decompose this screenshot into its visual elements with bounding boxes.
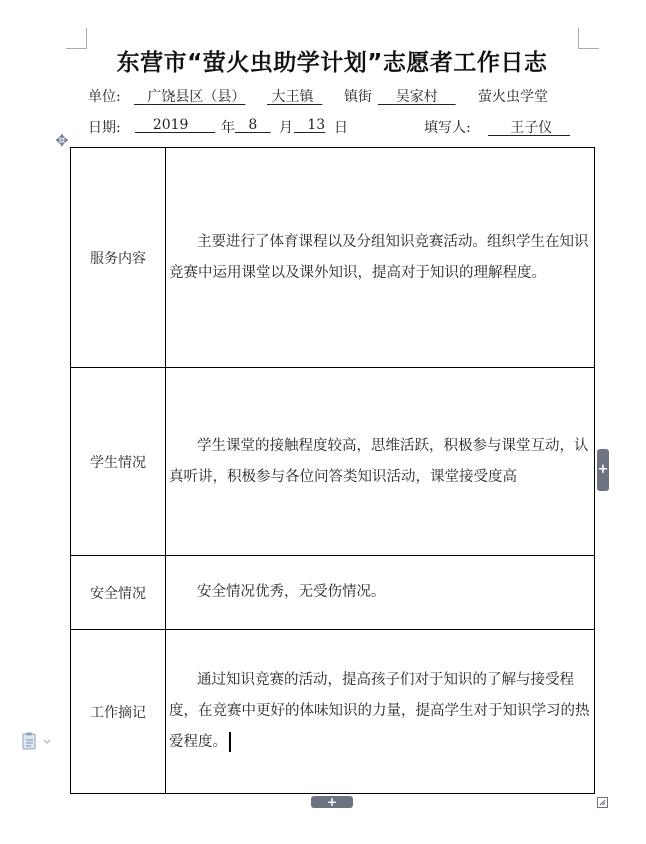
work-log-table [70, 147, 595, 794]
table-row [71, 148, 595, 368]
document-title: 东营市“萤火虫助学计划”志愿者工作日志 [116, 50, 548, 76]
day-field: 13 [307, 117, 326, 133]
safety-content-cell[interactable] [166, 556, 595, 630]
students-content-cell[interactable] [166, 368, 595, 556]
village-field: 吴家村 [395, 89, 438, 105]
paste-options-icon[interactable] [22, 732, 52, 752]
town-suffix: 镇街 [344, 89, 372, 105]
month-field: 8 [248, 117, 258, 133]
month-suffix: 月 [279, 120, 293, 136]
students-content-text: 学生课堂的接触程度较高，思维活跃，积极参与课堂互动，认真听讲，积极参与各位问答类知识活动，课堂接受度高 [169, 437, 589, 485]
classroom-name: 萤火虫学堂 [478, 89, 548, 105]
service-content-cell[interactable] [166, 148, 595, 368]
year-field: 2019 [152, 117, 189, 133]
notes-content-cell[interactable] [166, 630, 595, 794]
town-field: 大王镇 [271, 89, 314, 105]
filler-name-field: 王子仪 [510, 120, 553, 136]
row-label-notes: 工作摘记 [71, 630, 166, 794]
unit-label: 单位: [88, 89, 121, 105]
row-label-safety: 安全情况 [71, 556, 166, 630]
date-label: 日期: [88, 120, 121, 136]
row-label-service: 服务内容 [71, 148, 166, 368]
year-suffix: 年 [221, 120, 235, 136]
day-suffix: 日 [334, 120, 348, 136]
add-column-button[interactable]: + [311, 796, 353, 808]
notes-content-text: 通过知识竞赛的活动，提高孩子们对于知识的了解与接受程度，在竞赛中更好的体味知识的力量，提高学生对于知识学习的热爱程度。 [169, 672, 590, 750]
table-row [71, 368, 595, 556]
filler-label: 填写人: [424, 120, 471, 136]
row-label-students: 学生情况 [71, 368, 166, 556]
safety-content-text: 安全情况优秀，无受伤情况。 [197, 584, 386, 600]
text-cursor [229, 732, 231, 752]
county-field: 广饶县区（县） [147, 89, 246, 105]
resize-icon[interactable] [597, 797, 608, 808]
move-icon[interactable]: ✥ [55, 131, 69, 150]
table-row [71, 630, 595, 794]
table-row [71, 556, 595, 630]
service-content-text: 主要进行了体育课程以及分组知识竞赛活动。组织学生在知识竞赛中运用课堂以及课外知识，提高对于知识的理解程度。 [169, 233, 589, 281]
add-row-button[interactable]: + [597, 449, 609, 491]
